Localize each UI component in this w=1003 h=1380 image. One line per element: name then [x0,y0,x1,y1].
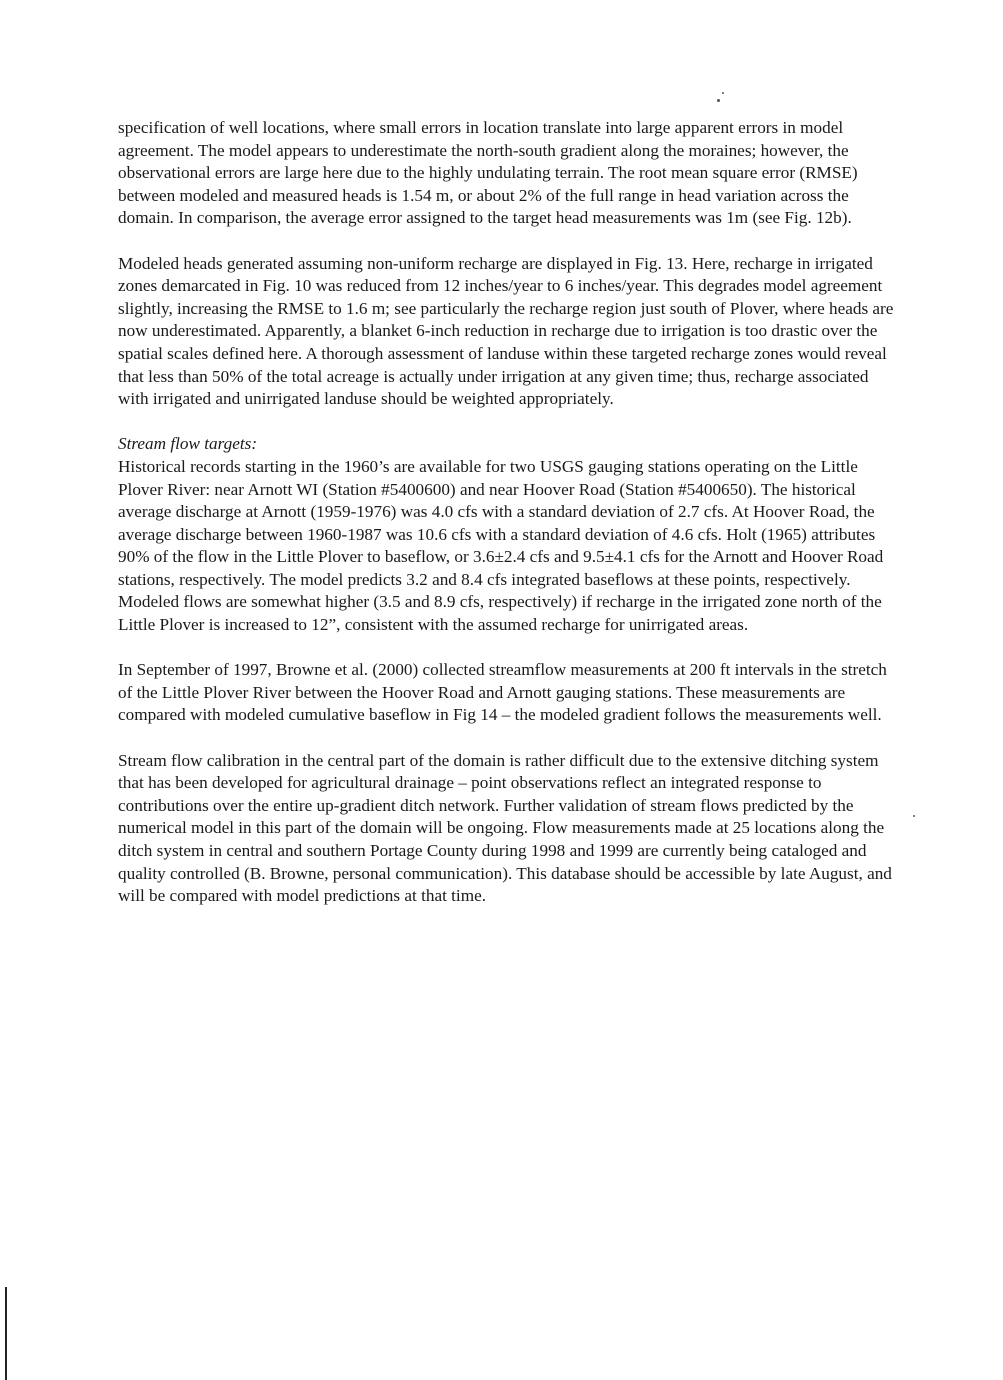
section-body: Historical records starting in the 1960’s are available for two USGS gauging stations operating on the Little Plover River: near Arnott WI (Station #5400600) and near Hoover Road (Station #5400650). The historical average discharge at Arnott (1959-1976) was 4.0 cfs with a standard deviation of 2.7 cfs. At Hoover Road, the average discharge between 1960-1987 was 10.6 cfs with a standard deviation of 4.6 cfs. Holt (1965) attributes 90% of the flow in the Little Plover to baseflow, or 3.6±2.4 cfs and 9.5±4.1 cfs for the Arnott and Hoover Road stations, respectively. The model predicts 3.2 and 8.4 cfs integrated baseflows at these points, respectively. Modeled flows are somewhat higher (3.5 and 8.9 cfs, respectively) if recharge in the irrigated zone north of the Little Plover is increased to 12”, consistent with the assumed recharge for unirrigated areas. [118,456,884,635]
paragraph-non-uniform-recharge: Modeled heads generated assuming non-uniform recharge are displayed in Fig. 13. Here, recharge in irrigated zones demarcated in Fig. 10 was reduced from 12 inches/year to 6 inches/year. This degrades model agreement slightly, increasing the RMSE to 1.6 m; see particularly the recharge region just south of Plover, where heads are now underestimated. Apparently, a blanket 6-inch reduction in recharge due to irrigation is too drastic over the spatial scales defined here. A thorough assessment of landuse within these targeted recharge zones would reveal that less than 50% of the total acreage is actually under irrigation at any given time; thus, recharge associated with irrigated and unirrigated landuse should be weighted appropriately. [118,253,894,409]
paragraph-browne-measurements: In September of 1997, Browne et al. (2000) collected streamflow measurements at 200 ft intervals in the stretch of the Little Plover River between the Hoover Road and Arnott gauging stations. These measurements are compared with modeled cumulative baseflow in Fig 14 – the modeled gradient follows the measurements well. [118,660,887,725]
scan-speck [913,815,915,817]
scan-edge-line [5,1287,7,1380]
paragraph-stream-calibration: Stream flow calibration in the central part of the domain is rather difficult due to the extensive ditching system that has been developed for agricultural drainage – point observations reflect an integrated response to contributions over the entire up-gradient ditch network. Further validation of stream flows predicted by the numerical model in this part of the domain will be ongoing. Flow measurements made at 25 locations along the ditch system in central and southern Portage County during 1998 and 1999 are currently being cataloged and quality controlled (B. Browne, personal communication). This database should be accessible by late August, and will be compared with model predictions at that time. [118,750,892,906]
paragraph-model-agreement: specification of well locations, where small errors in location translate into large apparent errors in model agreement. The model appears to underestimate the north-south gradient along the moraines; however, the observational errors are large here due to the highly undulating terrain. The root mean square error (RMSE) between modeled and measured heads is 1.54 m, or about 2% of the full range in head variation across the domain. In comparison, the average error assigned to the target head measurements was 1m (see Fig. 12b). [118,118,858,228]
section-heading: Stream flow targets: [118,434,258,454]
scan-speck [717,99,720,102]
document-body [118,117,898,930]
scan-speck [722,92,724,94]
section-stream-flow-targets [118,433,898,636]
